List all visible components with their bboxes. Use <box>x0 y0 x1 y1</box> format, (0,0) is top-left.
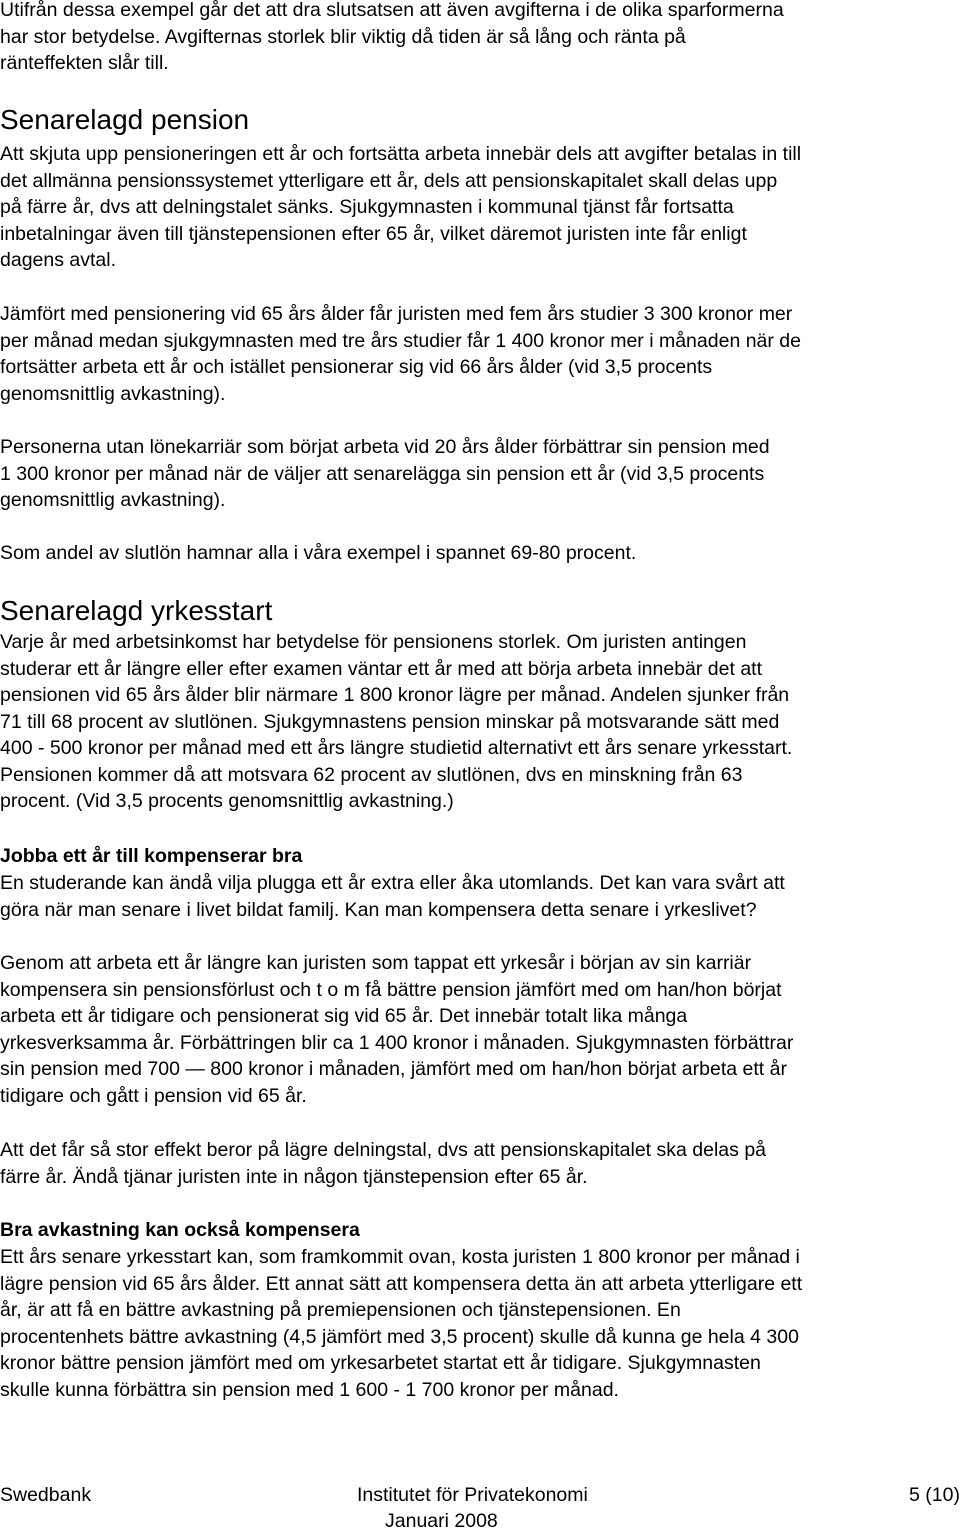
section-heading-senarelagd-pension: Senarelagd pension <box>0 104 250 135</box>
paragraph: Personerna utan lönekarriär som börjat arbeta vid 20 års ålder förbättrar sin pension med 1 300 kronor per månad när de väljer att senarelägga sin pension ett år (vid 3,5 procents genomsnittlig avkastning). <box>0 436 770 511</box>
footer-company: Swedbank <box>0 1484 92 1506</box>
paragraph: Att det får så stor effekt beror på lägre delningstal, dvs att pensionskapitalet ska delas på färre år. Ändå tjänar juristen inte in någon tjänstepension efter 65 år. <box>0 1139 767 1188</box>
paragraph: Varje år med arbetsinkomst har betydelse för pensionens storlek. Om juristen antingen studerar ett år längre eller efter examen väntar ett år med att börja arbeta innebär det att pensionen vid 65 års ålder blir närmare 1 800 kronor lägre per månad. Andelen sjunker från 71 till 68 procent av slutlönen. Sjukgymnastens pension minskar på motsvarande sätt med 400 - 500 kronor per månad med ett års längre studietid alternativt ett års senare yrkesstart. Pensionen kommer då att motsvara 62 procent av slutlönen, dvs en minskning från 63 procent. (Vid 3,5 procents genomsnittlig avkastning.) <box>0 631 793 812</box>
paragraph: Ett års senare yrkesstart kan, som framkommit ovan, kosta juristen 1 800 kronor per månad i lägre pension vid 65 års ålder. Ett annat sätt att kompensera detta än att arbeta ytterligare ett år, är att få en bättre avkastning på premiepensionen och tjänstepensionen. En procentenhets bättre avkastning (4,5 jämfört med 3,5 procent) skulle då kunna ge hela 4 300 kronor bättre pension jämfört med om yrkesarbetet startat ett år tidigare. Sjukgymnasten skulle kunna förbättra sin pension med 1 600 - 1 700 kronor per månad. <box>0 1246 803 1401</box>
subheading-bra-avkastning: Bra avkastning kan också kompensera <box>0 1219 360 1241</box>
footer-date: Januari 2008 <box>385 1510 498 1532</box>
paragraph: Jämfört med pensionering vid 65 års ålder får juristen med fem års studier 3 300 kronor mer per månad medan sjukgymnasten med tre års studier får 1 400 kronor mer i månaden när de fortsätter arbeta ett år och istället pensionerar sig vid 66 års ålder (vid 3,5 procents genomsnittlig avkastning). <box>0 303 801 405</box>
footer-institute: Institutet för Privatekonomi <box>357 1484 588 1506</box>
section-heading-senarelagd-yrkesstart: Senarelagd yrkesstart <box>0 595 273 626</box>
paragraph: En studerande kan ändå vilja plugga ett år extra eller åka utomlands. Det kan vara svårt att göra när man senare i livet bildat familj. Kan man kompensera detta senare i yrkeslivet? <box>0 872 785 921</box>
paragraph: Som andel av slutlön hamnar alla i våra exempel i spannet 69-80 procent. <box>0 542 637 564</box>
paragraph: Att skjuta upp pensioneringen ett år och fortsätta arbeta innebär dels att avgifter betalas in till det allmänna pensionssystemet ytterligare ett år, dels att pensionskapitalet skall delas upp på färre år, dvs att delningstalet sänks. Sjukgymnasten i kommunal tjänst får fortsatta inbetalningar även till tjänstepensionen efter 65 år, vilket däremot juristen inte får enligt dagens avtal. <box>0 143 802 271</box>
paragraph: Genom att arbeta ett år längre kan juristen som tappat ett yrkesår i början av sin karriär kompensera sin pensionsförlust och t o m få bättre pension jämfört med om han/hon börjat arbeta ett år tidigare och pensionerat sig vid 65 år. Det innebär totalt lika många yrkesverksamma år. Förbättringen blir ca 1 400 kronor i månaden. Sjukgymnasten förbättrar sin pension med 700 — 800 kronor i månaden, jämfört med om han/hon börjat arbeta ett år tidigare och gått i pension vid 65 år. <box>0 952 794 1107</box>
subheading-jobba-ett-ar-till: Jobba ett år till kompenserar bra <box>0 845 303 867</box>
footer-page-number: 5 (10) <box>909 1484 960 1506</box>
intro-paragraph: Utifrån dessa exempel går det att dra slutsatsen att även avgifterna i de olika sparformerna har stor betydelse. Avgifternas storlek blir viktig då tiden är så lång och ränta på ränteffekten slår till. <box>0 0 784 74</box>
